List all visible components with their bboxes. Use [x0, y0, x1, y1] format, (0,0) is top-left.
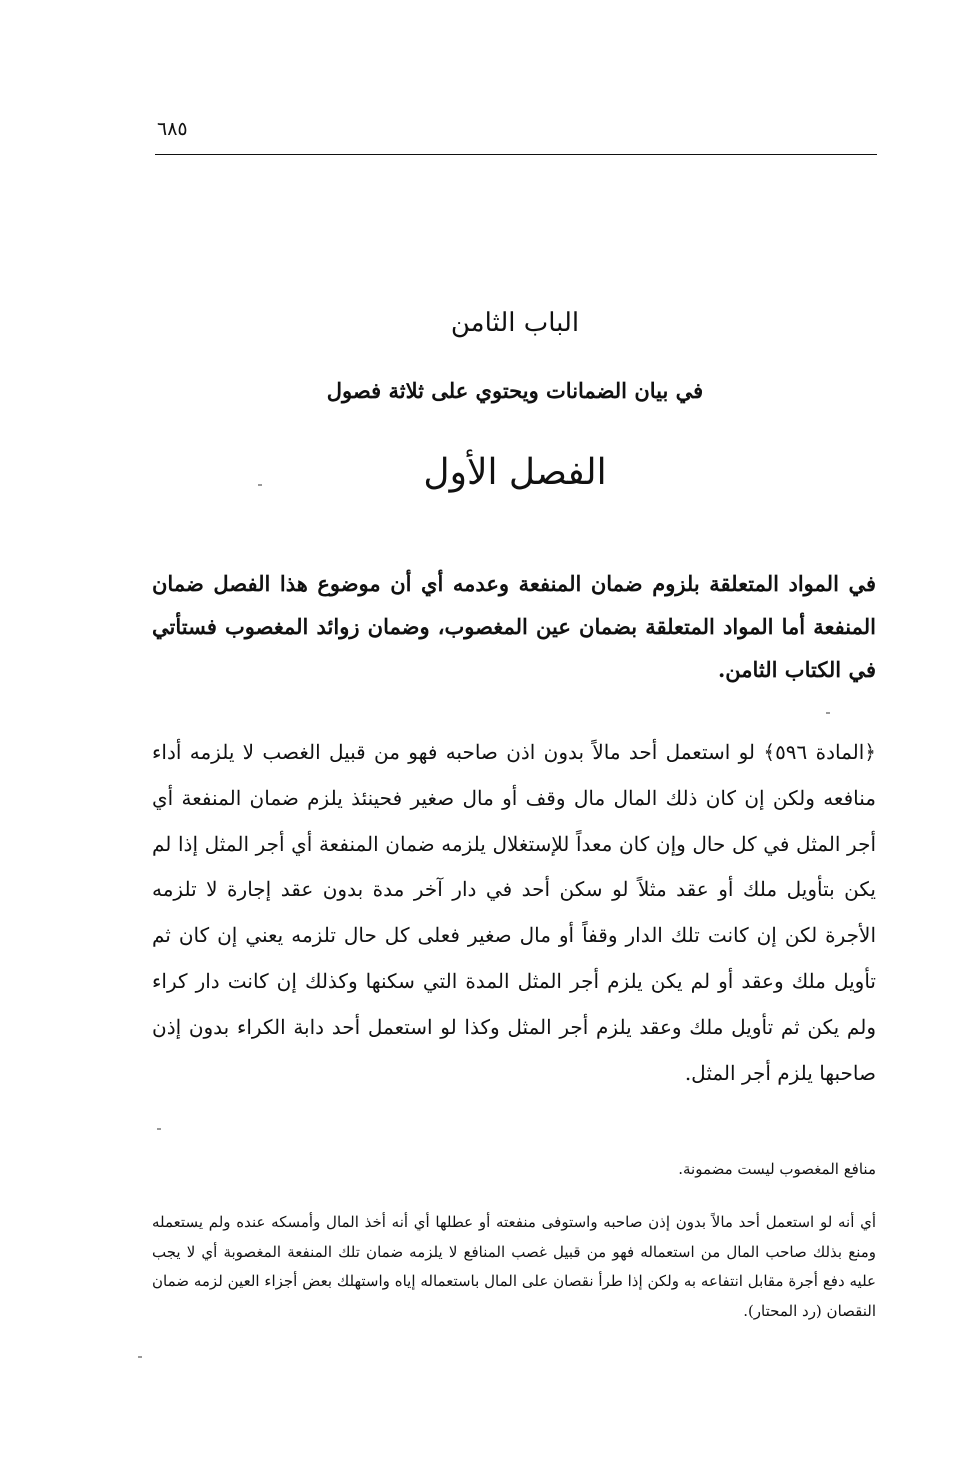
commentary-block	[152, 1208, 876, 1326]
section-intro	[152, 562, 876, 691]
intro-paragraph: في المواد المتعلقة بلزوم ضمان المنفعة وعدمه أي أن موضوع هذا الفصل ضمان المنفعة أما المواد المتعلقة بضمان عين المغصوب، وضمان زوائد المغصوب فستأتي في الكتاب الثامن.	[152, 571, 876, 682]
section-title: الفصل الأول	[423, 452, 607, 493]
page-number: ٦٨٥	[157, 118, 188, 140]
header-rule	[155, 154, 877, 155]
commentary-heading: منافع المغصوب ليست مضمونة.	[678, 1160, 876, 1178]
chapter-subtitle: في بيان الضمانات ويحتوي على ثلاثة فصول	[326, 378, 704, 403]
article-596	[152, 730, 876, 1096]
article-label: ﴿المادة ٥٩٦﴾	[763, 740, 877, 764]
commentary-paragraph: أي أنه لو استعمل أحد مالاً بدون إذن صاحبه واستوفى منفعته أو عطلها أي أنه أخذ المال وأمسكه عنده ولم يستعمله ومنع بذلك صاحب المال من استعماله فهو من قبيل غصب المنافع لا يلزمه ضمان تلك المنفعة المغصوبة أي لا يجب عليه دفع أجرة مقابل انتفاعه به ولكن إذا طرأ نقصان على المال باستعماله إياه واستهلك بعض أجزاء العين لزمه ضمان النقصان (رد المحتار).	[152, 1213, 876, 1320]
chapter-title: الباب الثامن	[450, 308, 580, 338]
scan-speck	[157, 1128, 161, 1130]
scan-speck	[258, 484, 262, 486]
article-text: لو استعمل أحد مالاً بدون اذن صاحبه فهو من قبيل الغصب لا يلزمه أداء منافعه ولكن إن كان ذلك المال مال وقف أو مال صغير فحينئذ يلزم ضمان المنفعة أي أجر المثل في كل حال وإن كان معداً للإستغلال يلزمه ضمان المنفعة أي أجر المثل إذا لم يكن بتأويل ملك أو عقد مثلاً لو سكن أحد في دار آخر مدة بدون عقد إجارة لا تلزمه الأجرة لكن إن كانت تلك الدار وقفاً أو مال صغير فعلى كل حال تلزمه يعني إن كان ثم تأويل ملك وعقد أو لم يكن يلزم أجر المثل المدة التي سكنها وكذلك إن كانت دار كراء ولم يكن ثم تأويل ملك وعقد يلزم أجر المثل وكذا لو استعمل أحد دابة الكراء بدون إذن صاحبها يلزم أجر المثل.	[152, 740, 876, 1085]
scan-speck	[138, 1356, 142, 1358]
scan-speck	[826, 712, 830, 714]
article-paragraph	[152, 730, 876, 1096]
